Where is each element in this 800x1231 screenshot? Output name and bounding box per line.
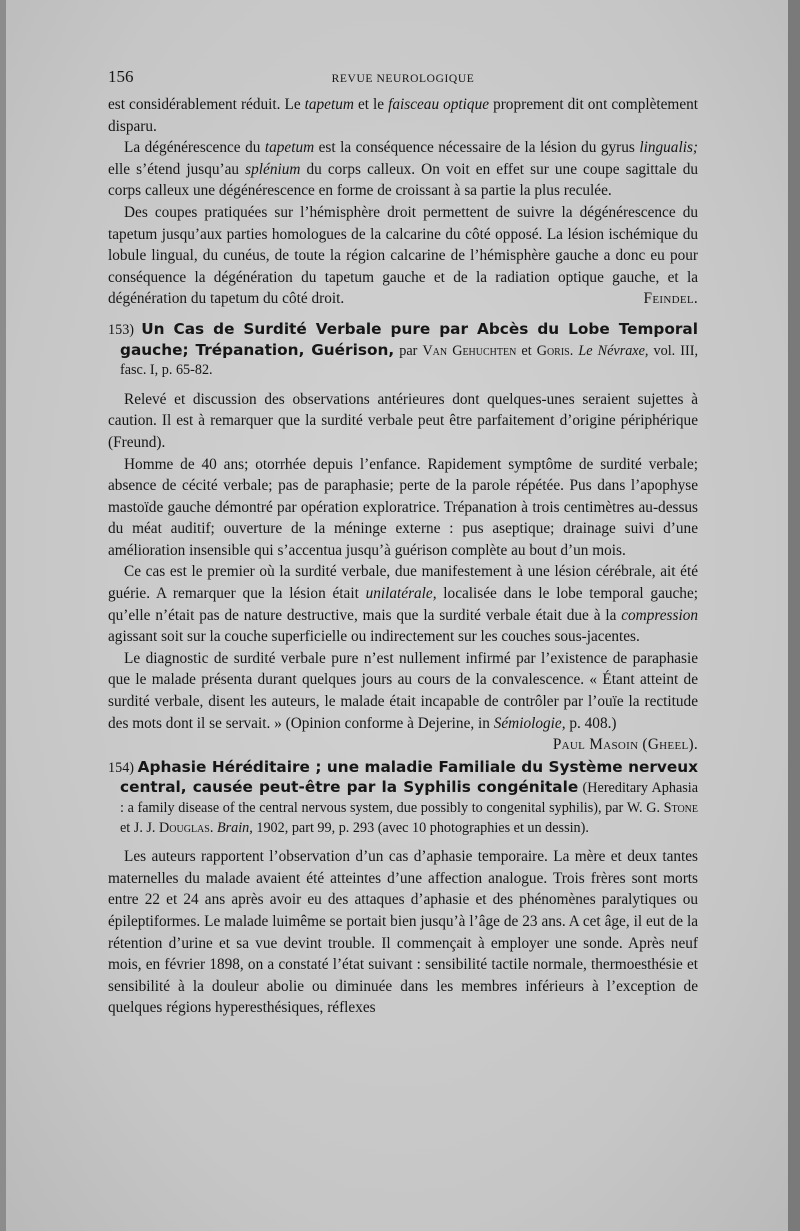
- entry-154: [108, 758, 698, 838]
- italic-term: lingualis;: [639, 139, 698, 157]
- text-run: Ce cas est le premier où la surdité verbale, due manifestement à une lésion cérébrale, ait été guérie. A remarquer que la lésion était: [108, 563, 698, 603]
- text-run: est considérablement réduit. Le: [108, 96, 305, 113]
- citation-ref: 1902, part 99, p. 293 (avec 10 photographies et un dessin).: [252, 819, 589, 836]
- journal-title: Le Névraxe,: [578, 342, 649, 359]
- italic-term: tapetum: [304, 96, 354, 113]
- paragraph-1: [108, 94, 698, 137]
- italic-term: splénium: [245, 160, 301, 178]
- italic-term: unilatérale,: [365, 585, 437, 603]
- page-header: [108, 66, 698, 94]
- author: W. G. Stone: [626, 800, 698, 816]
- paragraph-5: Homme de 40 ans; otorrhée depuis l’enfance. Rapidement symptôme de surdité verbale; absence de cécité verbale; pas de paraphasie; perte de la parole répétée. Pus dans l’apophyse mastoïde gauche démontré par opération exploratrice. Trépanation à trois centimètres au-dessus du méat auditif; ouverture de la méninge externe : pus aseptique; drainage suivi d’une amélioration insensible qui s’accentua jusqu’à guérison complète au bout d’un mois.: [108, 455, 698, 559]
- paragraph-7: [108, 648, 698, 734]
- author: J. J. Douglas.: [133, 819, 214, 836]
- text-run: et: [516, 342, 537, 359]
- text-run: agissant soit sur la couche superficielle ou indirectement sur les couches sous-jacentes.: [108, 628, 640, 646]
- citation-ref: vol. III, fasc. I, p. 65-82.: [120, 342, 698, 379]
- page-left-edge: [0, 0, 6, 1231]
- text-column: [108, 66, 698, 1019]
- text-run: du corps calleux. On voit en effet sur une coupe sagittale du corps calleux une dégénérescence en forme de croissant à sa partie la plus reculée.: [108, 160, 699, 200]
- text-run: elle s’étend jusqu’au: [108, 160, 246, 178]
- text-run: p. 408.): [565, 714, 617, 732]
- text-run: est la conséquence nécessaire de la lésion du gyrus: [314, 139, 640, 157]
- text-run: La dégénérescence du: [124, 139, 265, 157]
- author: Van Gehuchten: [422, 342, 517, 359]
- italic-term: compression: [621, 606, 698, 624]
- entry-number: 153): [108, 321, 142, 338]
- running-title: REVUE NEUROLOGIQUE: [331, 73, 475, 85]
- entry-number: 154): [108, 759, 138, 776]
- italic-term: faisceau optique: [388, 96, 490, 113]
- italic-term: Sémiologie,: [493, 714, 566, 732]
- paragraph-8: Les auteurs rapportent l’observation d’un cas d’aphasie temporaire. La mère et deux tantes maternelles du malade avaient été atteintes d’une affection analogue. Trois frères sont morts entre 22 et 24 ans après avoir eu des attaques d’aphasie et des phénomènes paralytiques ou épileptiformes. Le malade luimême se portait bien jusqu’à l’âge de 23 ans. A cet âge, il eut de la rétention d’urine et sa vue devint trouble. Il commençait à employer une sonde. Après neuf mois, en février 1898, on a constaté l’état suivant : sensibilité tactile normale, thermoesthésie et sensibilité à la douleur abolie ou diminuée dans les membres inférieurs à l’exception de quelques régions hyperesthésiques, réflexes: [108, 848, 698, 1017]
- text-run: (Hereditary Aphasia : a family disease of the central nervous system, due possibly to congenital syphilis), par: [120, 780, 698, 816]
- entry-title: Aphasie Héréditaire ; une maladie Familiale du Système nerveux central, causée peut-être par la Syphilis congénitale: [120, 757, 698, 797]
- page-right-edge: [788, 0, 800, 1231]
- signature-feindel: Feindel.: [643, 290, 698, 308]
- text-run: par: [394, 342, 423, 359]
- paragraph-6: [108, 561, 698, 647]
- page-number: 156: [108, 67, 134, 86]
- text-run: Le diagnostic de surdité verbale pure n’est nullement infirmé par l’existence de paraphasie que le malade présenta durant quelques jours au cours de la convalescence. « Étant atteint de surdité verbale, disent les auteurs, le malade était incapable de contrôler par l’ouïe la rectitude des mots dont il se servait. » (Opinion conforme à Dejerine, in: [108, 649, 698, 732]
- journal-title: Brain,: [216, 819, 253, 836]
- paragraph-3: Des coupes pratiquées sur l’hémisphère droit permettent de suivre la dégénérescence du tapetum jusqu’aux parties homologues de la calcarine du côté opposé. La lésion ischémique du lobule lingual, du cunéus, de toute la région calcarine de l’hémisphère gauche a donc eu pour conséquence la dégénération du tapetum gauche et de la radiation optique gauche, et la dégénération du tapetum du côté droit.: [108, 203, 698, 308]
- text-run: proprement dit ont complètement disparu.: [108, 96, 699, 135]
- entry-title: Un Cas de Surdité Verbale pure par Abcès du Lobe Temporal gauche; Trépanation, Guérison,: [120, 319, 698, 359]
- author: Goris.: [536, 342, 574, 359]
- text-run: et: [120, 819, 134, 836]
- paragraph-2: [108, 137, 698, 202]
- signature-masoin: Paul Masoin (Gheel).: [552, 736, 698, 754]
- paragraph-4: Relevé et discussion des observations antérieures dont quelques-unes seraient sujettes à caution. Il est à remarquer que la surdité verbale peut être parfaitement d’origine périphérique (Freund).: [108, 390, 698, 451]
- italic-term: tapetum: [264, 139, 315, 157]
- entry-153: [108, 320, 698, 381]
- text-run: et le: [353, 96, 389, 113]
- text-run: localisée dans le lobe temporal gauche; qu’elle n’était pas de nature destructive, mais que la surdité verbale était due à la: [108, 585, 698, 624]
